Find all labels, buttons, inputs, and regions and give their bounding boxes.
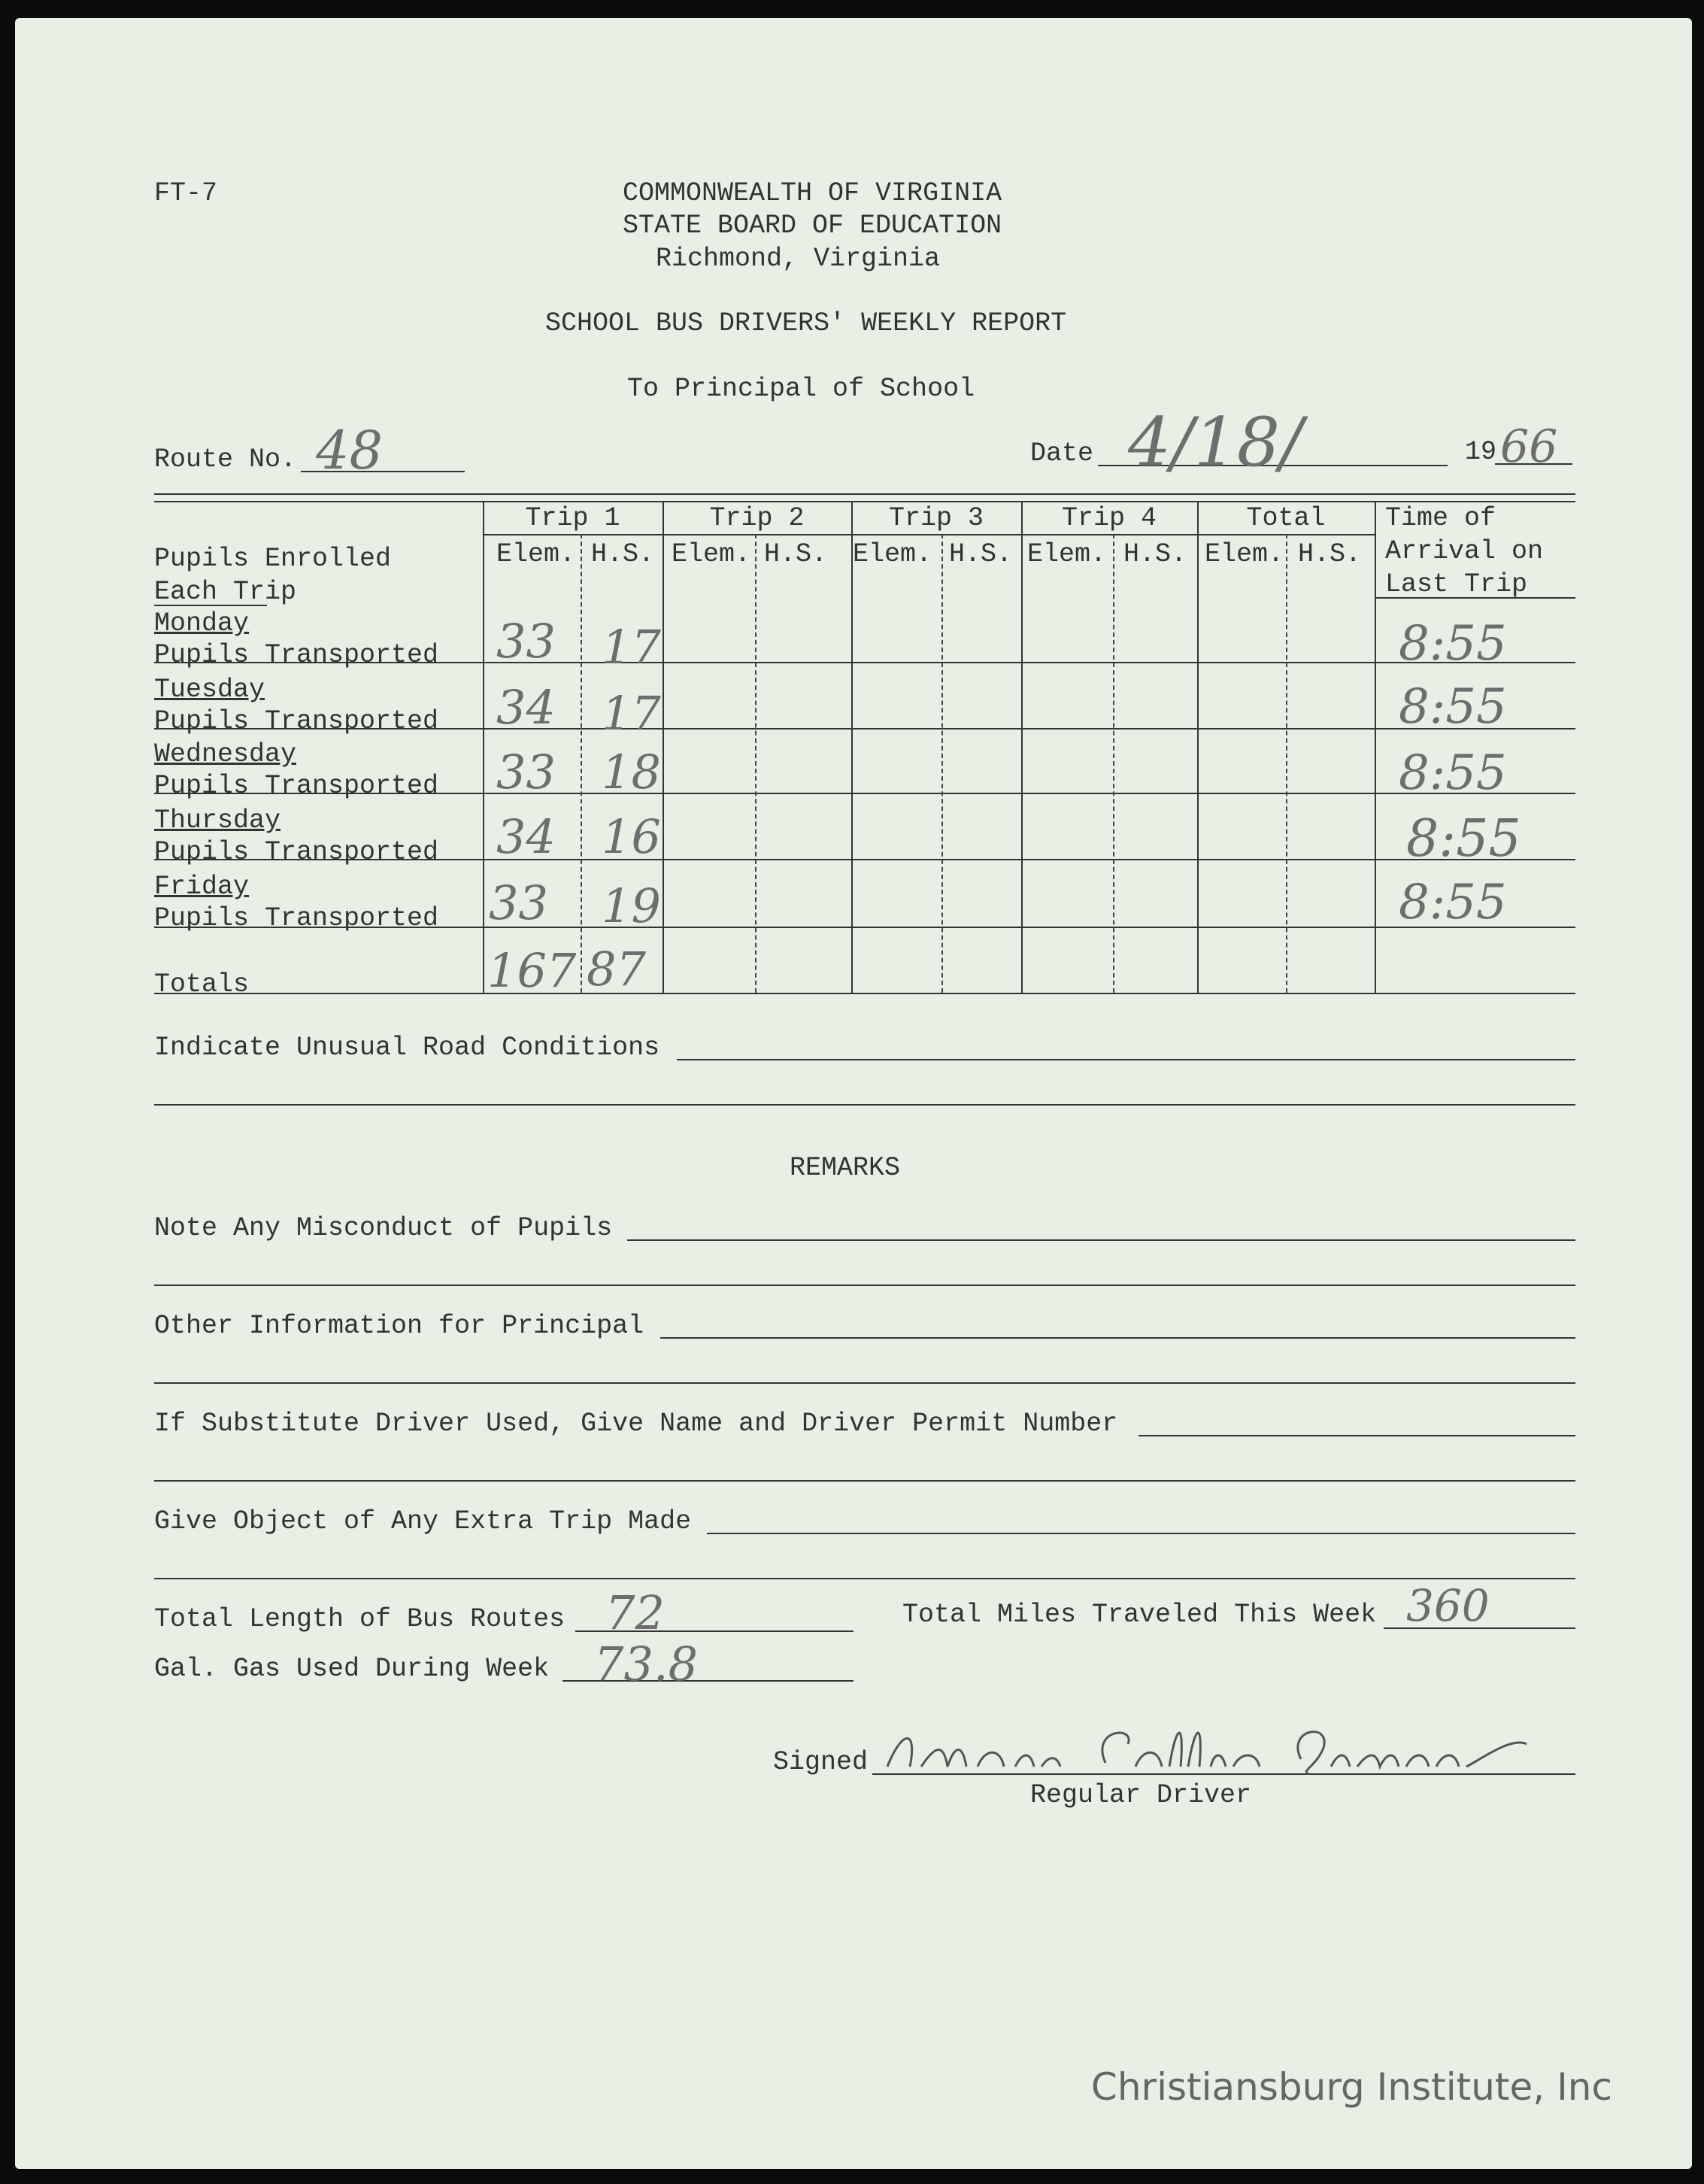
trip-1-hs: H.S.	[591, 539, 655, 569]
transported-label: Pupils Transported	[154, 903, 439, 933]
enrolled-label-1: Pupils Enrolled	[154, 544, 392, 574]
form-subtitle: To Principal of School	[627, 374, 975, 404]
watermark: Christiansburg Institute, Inc	[1090, 2065, 1612, 2109]
trip-1-elem: Elem.	[496, 539, 576, 569]
road-conditions-line	[677, 1059, 1575, 1060]
trip-2-header: Trip 2	[709, 503, 805, 533]
arrival-time: 8:55	[1399, 616, 1507, 672]
totals-elem: 167	[487, 943, 577, 998]
transported-label: Pupils Transported	[154, 706, 439, 736]
trip-2-hs: H.S.	[764, 539, 828, 569]
remarks-heading: REMARKS	[790, 1153, 901, 1183]
trip-2-elem: Elem.	[672, 539, 751, 569]
signed-label: Signed	[773, 1747, 869, 1777]
miles-value: 360	[1406, 1580, 1490, 1631]
route-label: Route No.	[154, 444, 297, 475]
elem-count: 34	[496, 680, 556, 735]
extra-trip-line	[707, 1533, 1575, 1534]
arrival-header-3: Last Trip	[1385, 569, 1528, 599]
road-conditions-label: Indicate Unusual Road Conditions	[154, 1033, 660, 1063]
totals-label: Totals	[154, 969, 250, 999]
misconduct-line	[627, 1239, 1575, 1241]
trip-1-header: Trip 1	[525, 503, 620, 533]
arrival-time: 8:55	[1399, 745, 1507, 801]
route-length-value: 72	[605, 1585, 665, 1640]
form-title: SCHOOL BUS DRIVERS' WEEKLY REPORT	[545, 308, 1067, 338]
regular-driver-label: Regular Driver	[1030, 1780, 1252, 1810]
hs-count: 19	[602, 878, 661, 933]
elem-count: 33	[496, 745, 556, 799]
hs-count: 18	[602, 745, 661, 799]
elem-count: 34	[496, 809, 556, 864]
hs-count: 17	[602, 620, 661, 675]
year-prefix: 19	[1465, 437, 1497, 467]
arrival-time: 8:55	[1399, 875, 1507, 930]
day-label: Friday	[154, 872, 250, 902]
trip-4-header: Trip 4	[1061, 503, 1157, 533]
signature	[880, 1714, 1534, 1782]
day-label: Thursday	[154, 805, 281, 836]
trip-3-hs: H.S.	[949, 539, 1013, 569]
other-info-line	[660, 1337, 1575, 1339]
route-value: 48	[316, 420, 384, 481]
total-elem: Elem.	[1205, 539, 1284, 569]
org-line-2: STATE BOARD OF EDUCATION	[623, 211, 1002, 241]
arrival-time: 8:55	[1399, 679, 1507, 735]
day-label: Tuesday	[154, 675, 265, 705]
substitute-label: If Substitute Driver Used, Give Name and Driver Permit Number	[154, 1409, 1118, 1439]
trip-4-elem: Elem.	[1027, 539, 1107, 569]
date-label: Date	[1030, 438, 1094, 469]
transported-label: Pupils Transported	[154, 640, 439, 670]
day-label: Wednesday	[154, 739, 297, 769]
extra-trip-label: Give Object of Any Extra Trip Made	[154, 1506, 692, 1536]
org-line-3: Richmond, Virginia	[656, 244, 941, 274]
date-value: 4/18/	[1128, 403, 1303, 482]
total-header: Total	[1246, 503, 1326, 533]
arrival-header-2: Arrival on	[1385, 536, 1544, 566]
enrolled-label-2: Each Trip	[154, 577, 297, 607]
org-line-1: COMMONWEALTH OF VIRGINIA	[623, 178, 1002, 208]
route-length-label: Total Length of Bus Routes	[154, 1604, 565, 1634]
transported-label: Pupils Transported	[154, 771, 439, 801]
elem-count: 33	[496, 614, 556, 669]
arrival-time: 8:55	[1406, 809, 1521, 869]
trip-4-hs: H.S.	[1123, 539, 1187, 569]
other-info-label: Other Information for Principal	[154, 1311, 644, 1341]
hs-count: 16	[602, 809, 661, 864]
total-hs: H.S.	[1298, 539, 1362, 569]
substitute-line	[1139, 1435, 1575, 1436]
year-suffix: 66	[1500, 420, 1558, 473]
trip-3-elem: Elem.	[853, 539, 932, 569]
gas-value: 73.8	[594, 1636, 699, 1691]
misconduct-label: Note Any Misconduct of Pupils	[154, 1213, 613, 1243]
trip-3-header: Trip 3	[888, 503, 984, 533]
day-label: Monday	[154, 608, 250, 639]
elem-count: 33	[489, 875, 548, 930]
transported-label: Pupils Transported	[154, 837, 439, 867]
form-code: FT-7	[154, 178, 218, 208]
miles-label: Total Miles Traveled This Week	[902, 1600, 1377, 1630]
form-page	[15, 18, 1692, 2169]
arrival-header-1: Time of	[1385, 503, 1496, 533]
gas-label: Gal. Gas Used During Week	[154, 1654, 550, 1684]
totals-hs: 87	[587, 942, 646, 996]
hs-count: 17	[602, 686, 661, 741]
